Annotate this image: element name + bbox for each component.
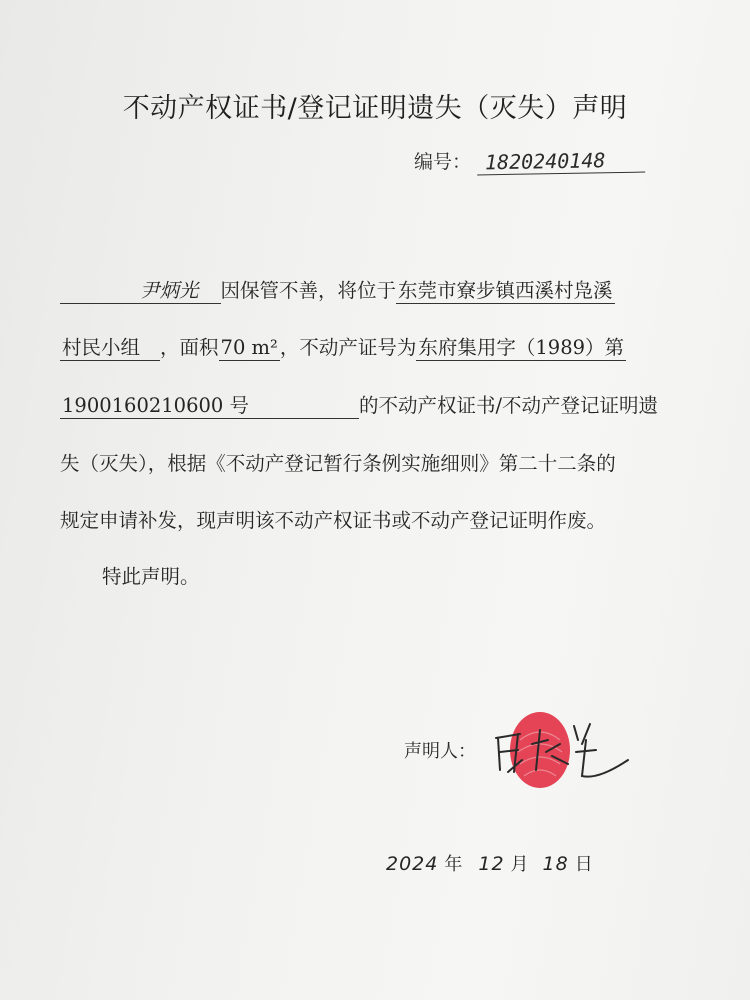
date-year: 2024	[386, 853, 439, 875]
signature-with-seal	[478, 700, 648, 800]
date-month: 12	[478, 853, 505, 875]
statement-line-5: 规定申请补发，现声明该不动产权证书或不动产登记证明作废。	[60, 509, 607, 532]
cert-part-2: 1900160210600 号	[60, 394, 359, 419]
area-label: ，面积	[160, 336, 219, 359]
location-part-1: 东莞市寮步镇西溪村凫溪	[398, 279, 613, 302]
statement-line-1	[60, 275, 675, 303]
text-line-3-rest: 的不动产权证书/不动产登记证明遗	[358, 394, 659, 417]
statement-line-2	[60, 332, 675, 360]
statement-line-3	[60, 390, 675, 418]
cert-label: ，不动产证号为	[279, 336, 417, 359]
location-part-2: 村民小组	[60, 336, 160, 361]
number-label: 编号：	[414, 151, 472, 173]
closing-text: 特此声明。	[102, 565, 200, 588]
area-value: 70 m²	[220, 336, 278, 359]
declarant-label: 声明人：	[404, 741, 476, 762]
date-month-char: 月	[510, 854, 529, 875]
text-after-name: 因保管不善，将位于	[220, 279, 397, 302]
date-year-char: 年	[444, 854, 463, 875]
date-day-char: 日	[574, 854, 593, 875]
number-value: 1820240148	[477, 148, 645, 176]
page-title: 不动产权证书/登记证明遗失（灭失）声明	[122, 93, 628, 124]
declaration-date	[386, 850, 593, 876]
cert-part-1: 东府集用字（1989）第	[418, 336, 625, 359]
statement-line-4: 失（灭失），根据《不动产登记暂行条例实施细则》第二十二条的	[60, 452, 616, 475]
owner-name: 尹炳光	[60, 279, 221, 304]
date-day: 18	[542, 853, 569, 875]
document-number	[414, 147, 645, 174]
